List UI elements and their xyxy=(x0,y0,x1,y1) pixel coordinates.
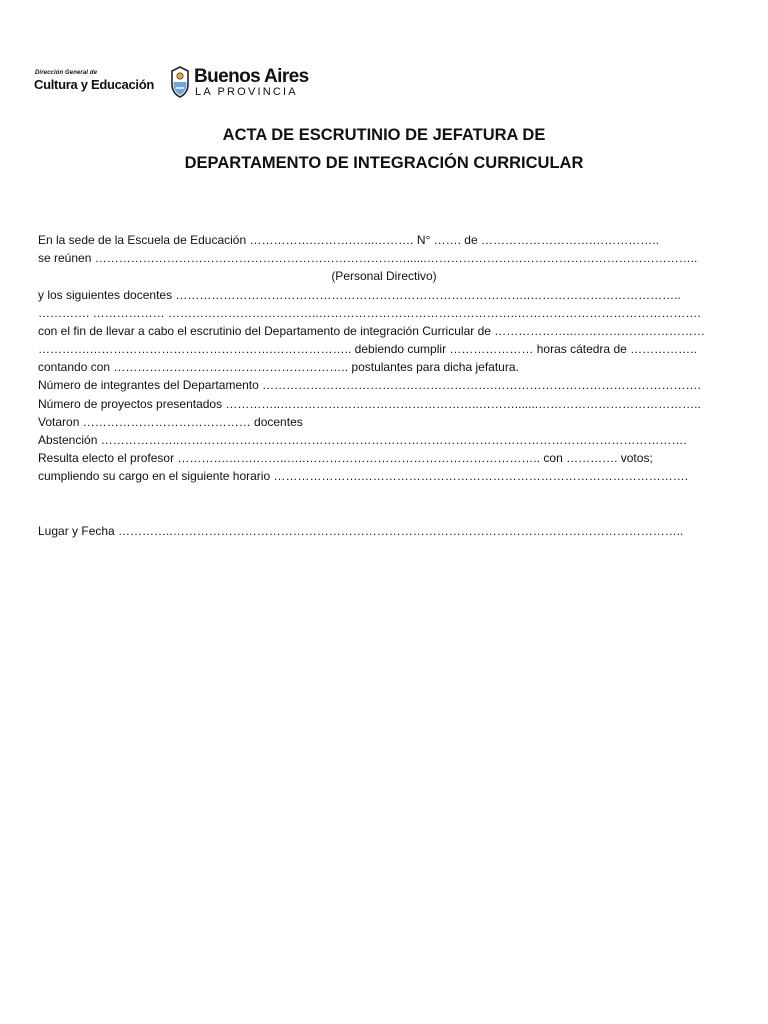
form-line-projects: Número de proyectos presentados …………..…………………………………………..……….......………………………………….. xyxy=(38,397,701,411)
form-line-applicants: contando con ………………………………………………….. postulantes para dicha jefatura. xyxy=(38,360,519,374)
form-line-abstention: Abstención ………………..………………………………………………………………………………………………………………. xyxy=(38,433,687,447)
form-line-members: Número de integrantes del Departamento ………………………………………………….……………………………………………. xyxy=(38,378,701,392)
form-line-school: En la sede de la Escuela de Educación …………….……….…...………. N° ……. de ……………………….…………….. xyxy=(38,233,659,247)
letterhead xyxy=(34,66,324,100)
buenos-aires-logo-subtitle: LA PROVINCIA xyxy=(195,86,298,98)
form-line-hours: ………….……………………………………….……………….. debiendo cumplir ………………… horas cátedra de …………….. xyxy=(38,342,697,356)
form-line-place-date: Lugar y Fecha …………..……………………………………………………………………………………………………………….. xyxy=(38,524,684,538)
form-line-meeting: se reúnen ……………………………………………………………………......………………………………………………………….. xyxy=(38,251,698,265)
form-line-teachers-cont: …………. ……………… ………………………………..…………………………………………..………………………………………. xyxy=(38,306,701,320)
form-line-purpose: con el fin de llevar a cabo el escrutinio del Departamento de integración Curricular de ………………..…………………………… xyxy=(38,324,705,338)
personal-directivo-note: (Personal Directivo) xyxy=(331,269,437,283)
dgce-logo-subtitle: Dirección General de xyxy=(35,70,98,76)
form-line-teachers: y los siguientes docentes ……………………………………………………………………………..……………………………….. xyxy=(38,288,681,302)
province-shield-icon xyxy=(170,66,190,98)
form-line-elected: Resulta electo el profesor ………….…….……..…..………………………………………………….. con …………. votos; xyxy=(38,451,653,465)
document-title-line-1: ACTA DE ESCRUTINIO DE JEFATURA DE xyxy=(222,126,546,144)
form-line-voters: Votaron …………………………………… docentes xyxy=(38,415,303,429)
dgce-logo-title: Cultura y Educación xyxy=(34,77,154,92)
buenos-aires-logo-title: Buenos Aires xyxy=(194,66,309,87)
document-title-line-2: DEPARTAMENTO DE INTEGRACIÓN CURRICULAR xyxy=(184,154,584,172)
form-line-schedule: cumpliendo su cargo en el siguiente horario ………………….………………………………………………………………………. xyxy=(38,469,689,483)
